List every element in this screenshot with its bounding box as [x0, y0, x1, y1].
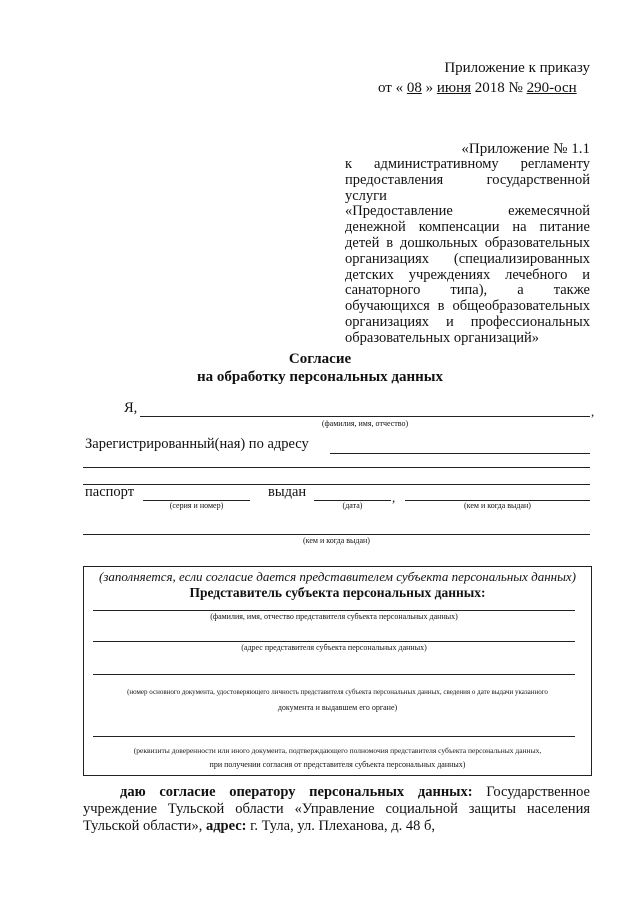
annex-line: детей в дошкольных образовательных: [345, 234, 590, 251]
fio-caption: (фамилия, имя, отчество): [321, 419, 409, 428]
annex-line: организациях и профессиональных: [345, 313, 590, 330]
address-field-3[interactable]: [83, 484, 590, 485]
annex-line: предоставления государственной услуги: [345, 171, 590, 204]
annex-line: детских учреждениях лечебного и: [345, 266, 590, 283]
issuer-field-2[interactable]: [83, 534, 590, 535]
consent-line-3: [83, 818, 590, 835]
series-caption: (серия и номер): [169, 501, 224, 510]
rep-proxy-caption: (реквизиты доверенности или иного документа, подтверждающего полномочия представителя субъекта персональных данных,: [133, 746, 542, 755]
consent-line-2: учреждение Тульской области «Управление социальной защиты населения: [83, 801, 590, 817]
consent-lead: даю согласие оператору персональных данных:: [120, 784, 473, 800]
consent-org-end: Тульской области»,: [83, 818, 203, 834]
order-number: 290-осн: [526, 80, 577, 96]
order-date-line: [378, 80, 577, 97]
rep-proxy-field[interactable]: [93, 736, 575, 737]
rep-address-caption: (адрес представителя субъекта персональных данных): [241, 643, 427, 652]
address-label: адрес:: [205, 818, 247, 834]
annex-title: «Приложение № 1.1: [461, 141, 590, 157]
annex-body: [345, 157, 590, 347]
annex-line-last: образовательных организаций»: [345, 329, 540, 346]
rep-proxy-caption-2: при получении согласия от представителя субъекта персональных данных): [209, 760, 466, 769]
order-day: 08: [406, 80, 422, 96]
document-title: [0, 350, 640, 386]
fio-field[interactable]: [140, 416, 590, 417]
comma-mark: ,: [591, 404, 595, 419]
issued-label: выдан: [268, 484, 307, 500]
annex-line: к административному регламенту: [345, 156, 590, 172]
registered-label: Зарегистрированный(ная) по адресу: [85, 436, 309, 452]
rep-document-field[interactable]: [93, 674, 575, 675]
title-line-2: на обработку персональных данных: [197, 369, 443, 385]
address-field-2[interactable]: [83, 467, 590, 468]
issuer-caption: (кем и когда выдан): [464, 501, 531, 510]
comma-mark: ,: [392, 490, 396, 505]
ya-label: Я,: [124, 400, 138, 416]
date-caption: (дата): [342, 501, 363, 510]
consent-org-start: Государственное: [486, 784, 590, 800]
annex-line: «Предоставление ежемесячной: [345, 203, 590, 220]
annex-line: санаторного типа), а также: [345, 282, 590, 299]
address-value: г. Тула, ул. Плеханова, д. 48 б,: [250, 818, 435, 834]
order-date-mid: »: [425, 80, 434, 96]
annex-line: денежной компенсации на питание: [345, 219, 590, 236]
rep-address-field[interactable]: [93, 641, 575, 642]
passport-label: паспорт: [85, 484, 135, 500]
order-month: июня: [436, 80, 472, 96]
order-year-no: 2018 №: [474, 80, 523, 96]
representative-heading: Представитель субъекта персональных данных:: [189, 585, 486, 600]
title-line-1: Согласие: [288, 351, 352, 367]
order-annex-line: Приложение к приказу: [444, 60, 590, 76]
rep-document-caption: (номер основного документа, удостоверяющего личность представителя субъекта персональных данных, сведения о дате выдачи указанного: [127, 688, 548, 696]
address-field-1[interactable]: [330, 453, 590, 454]
consent-line-1: [120, 784, 590, 801]
rep-document-caption-2: документа и выдавшем его органе): [277, 703, 398, 712]
issuer-caption-2: (кем и когда выдан): [303, 536, 370, 545]
annex-line: организациях (специализированных: [345, 250, 590, 267]
order-date-prefix: от «: [378, 80, 404, 96]
representative-note: (заполняется, если согласие дается представителем субъекта персональных данных): [98, 569, 576, 584]
annex-line: обучающихся в общеобразовательных: [345, 298, 590, 315]
rep-fio-caption: (фамилия, имя, отчество представителя субъекта персональных данных): [210, 612, 458, 621]
rep-fio-field[interactable]: [93, 610, 575, 611]
